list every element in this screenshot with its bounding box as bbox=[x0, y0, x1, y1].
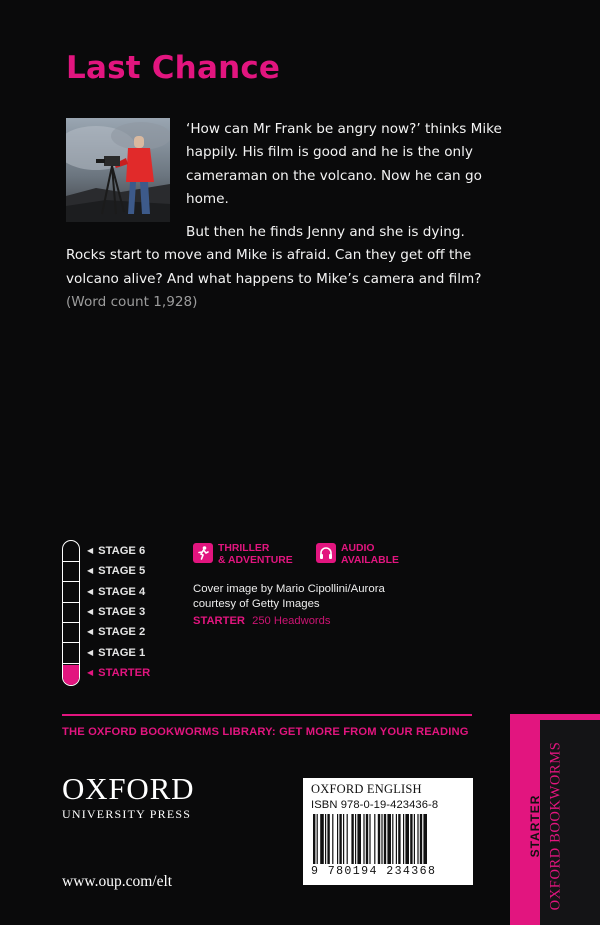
genre-line-2: & ADVENTURE bbox=[218, 554, 293, 566]
credit-line-2: courtesy of Getty Images bbox=[193, 598, 320, 610]
level-info bbox=[193, 615, 330, 627]
library-tagline: GET MORE FROM YOUR READING bbox=[279, 726, 469, 738]
publisher-name: OXFORD bbox=[62, 771, 195, 806]
book-title: Last Chance bbox=[66, 50, 281, 86]
divider-rule bbox=[62, 714, 472, 716]
library-name: THE OXFORD BOOKWORMS LIBRARY: bbox=[62, 726, 276, 738]
stage-2-label: ◀ STAGE 2 bbox=[87, 626, 146, 638]
starter-label: ◀ STARTER bbox=[87, 667, 151, 679]
level-thermometer bbox=[62, 540, 80, 686]
audio-line-1: AUDIO bbox=[341, 543, 375, 554]
genre-line-1: THRILLER bbox=[218, 543, 270, 554]
spine-level: STARTER bbox=[528, 794, 542, 858]
barcode-bars bbox=[311, 814, 465, 864]
stage-5-label: ◀ STAGE 5 bbox=[87, 565, 146, 577]
publisher-logo bbox=[62, 772, 194, 822]
stage-4-label: ◀ STAGE 4 bbox=[87, 586, 146, 598]
running-figure-icon bbox=[193, 543, 213, 563]
isbn-barcode bbox=[303, 778, 473, 885]
stage-6-label: ◀ STAGE 6 bbox=[87, 545, 146, 557]
credit-line-1: Cover image by Mario Cipollini/Aurora bbox=[193, 583, 385, 595]
headword-count: 250 Headwords bbox=[252, 615, 331, 627]
headphones-icon bbox=[316, 543, 336, 563]
word-count: (Word count 1,928) bbox=[66, 294, 198, 311]
level-fill bbox=[63, 665, 79, 685]
blurb-paragraph-2 bbox=[66, 221, 506, 314]
barcode-digits: 9 780194 234368 bbox=[311, 865, 437, 878]
publisher-url: www.oup.com/elt bbox=[62, 873, 173, 890]
level-name: STARTER bbox=[193, 615, 245, 627]
audio-badge bbox=[316, 543, 399, 566]
blurb-paragraph-2-text: But then he finds Jenny and she is dying. Rocks start to move and Mike is afraid. Can they get off the volcano alive? And what happens to Mike’s camera and film? bbox=[66, 224, 482, 287]
spine-series: OXFORD BOOKWORMS bbox=[547, 741, 564, 911]
publisher-subtitle: UNIVERSITY PRESS bbox=[62, 807, 192, 821]
stage-1-label: ◀ STAGE 1 bbox=[87, 647, 146, 659]
cover-photo-cameraman-volcano bbox=[66, 118, 170, 222]
blurb-paragraph-1: ‘How can Mr Frank be angry now?’ thinks Mike happily. His film is good and he is the only cameraman on the volcano. Now he can go home. bbox=[186, 121, 502, 207]
genre-badge bbox=[193, 543, 293, 566]
audio-line-2: AVAILABLE bbox=[341, 554, 399, 566]
image-credit bbox=[193, 582, 385, 612]
barcode-title: OXFORD ENGLISH bbox=[311, 782, 422, 796]
stage-3-label: ◀ STAGE 3 bbox=[87, 606, 146, 618]
isbn-text: ISBN 978-0-19-423436-8 bbox=[311, 799, 439, 811]
library-banner bbox=[62, 726, 469, 738]
